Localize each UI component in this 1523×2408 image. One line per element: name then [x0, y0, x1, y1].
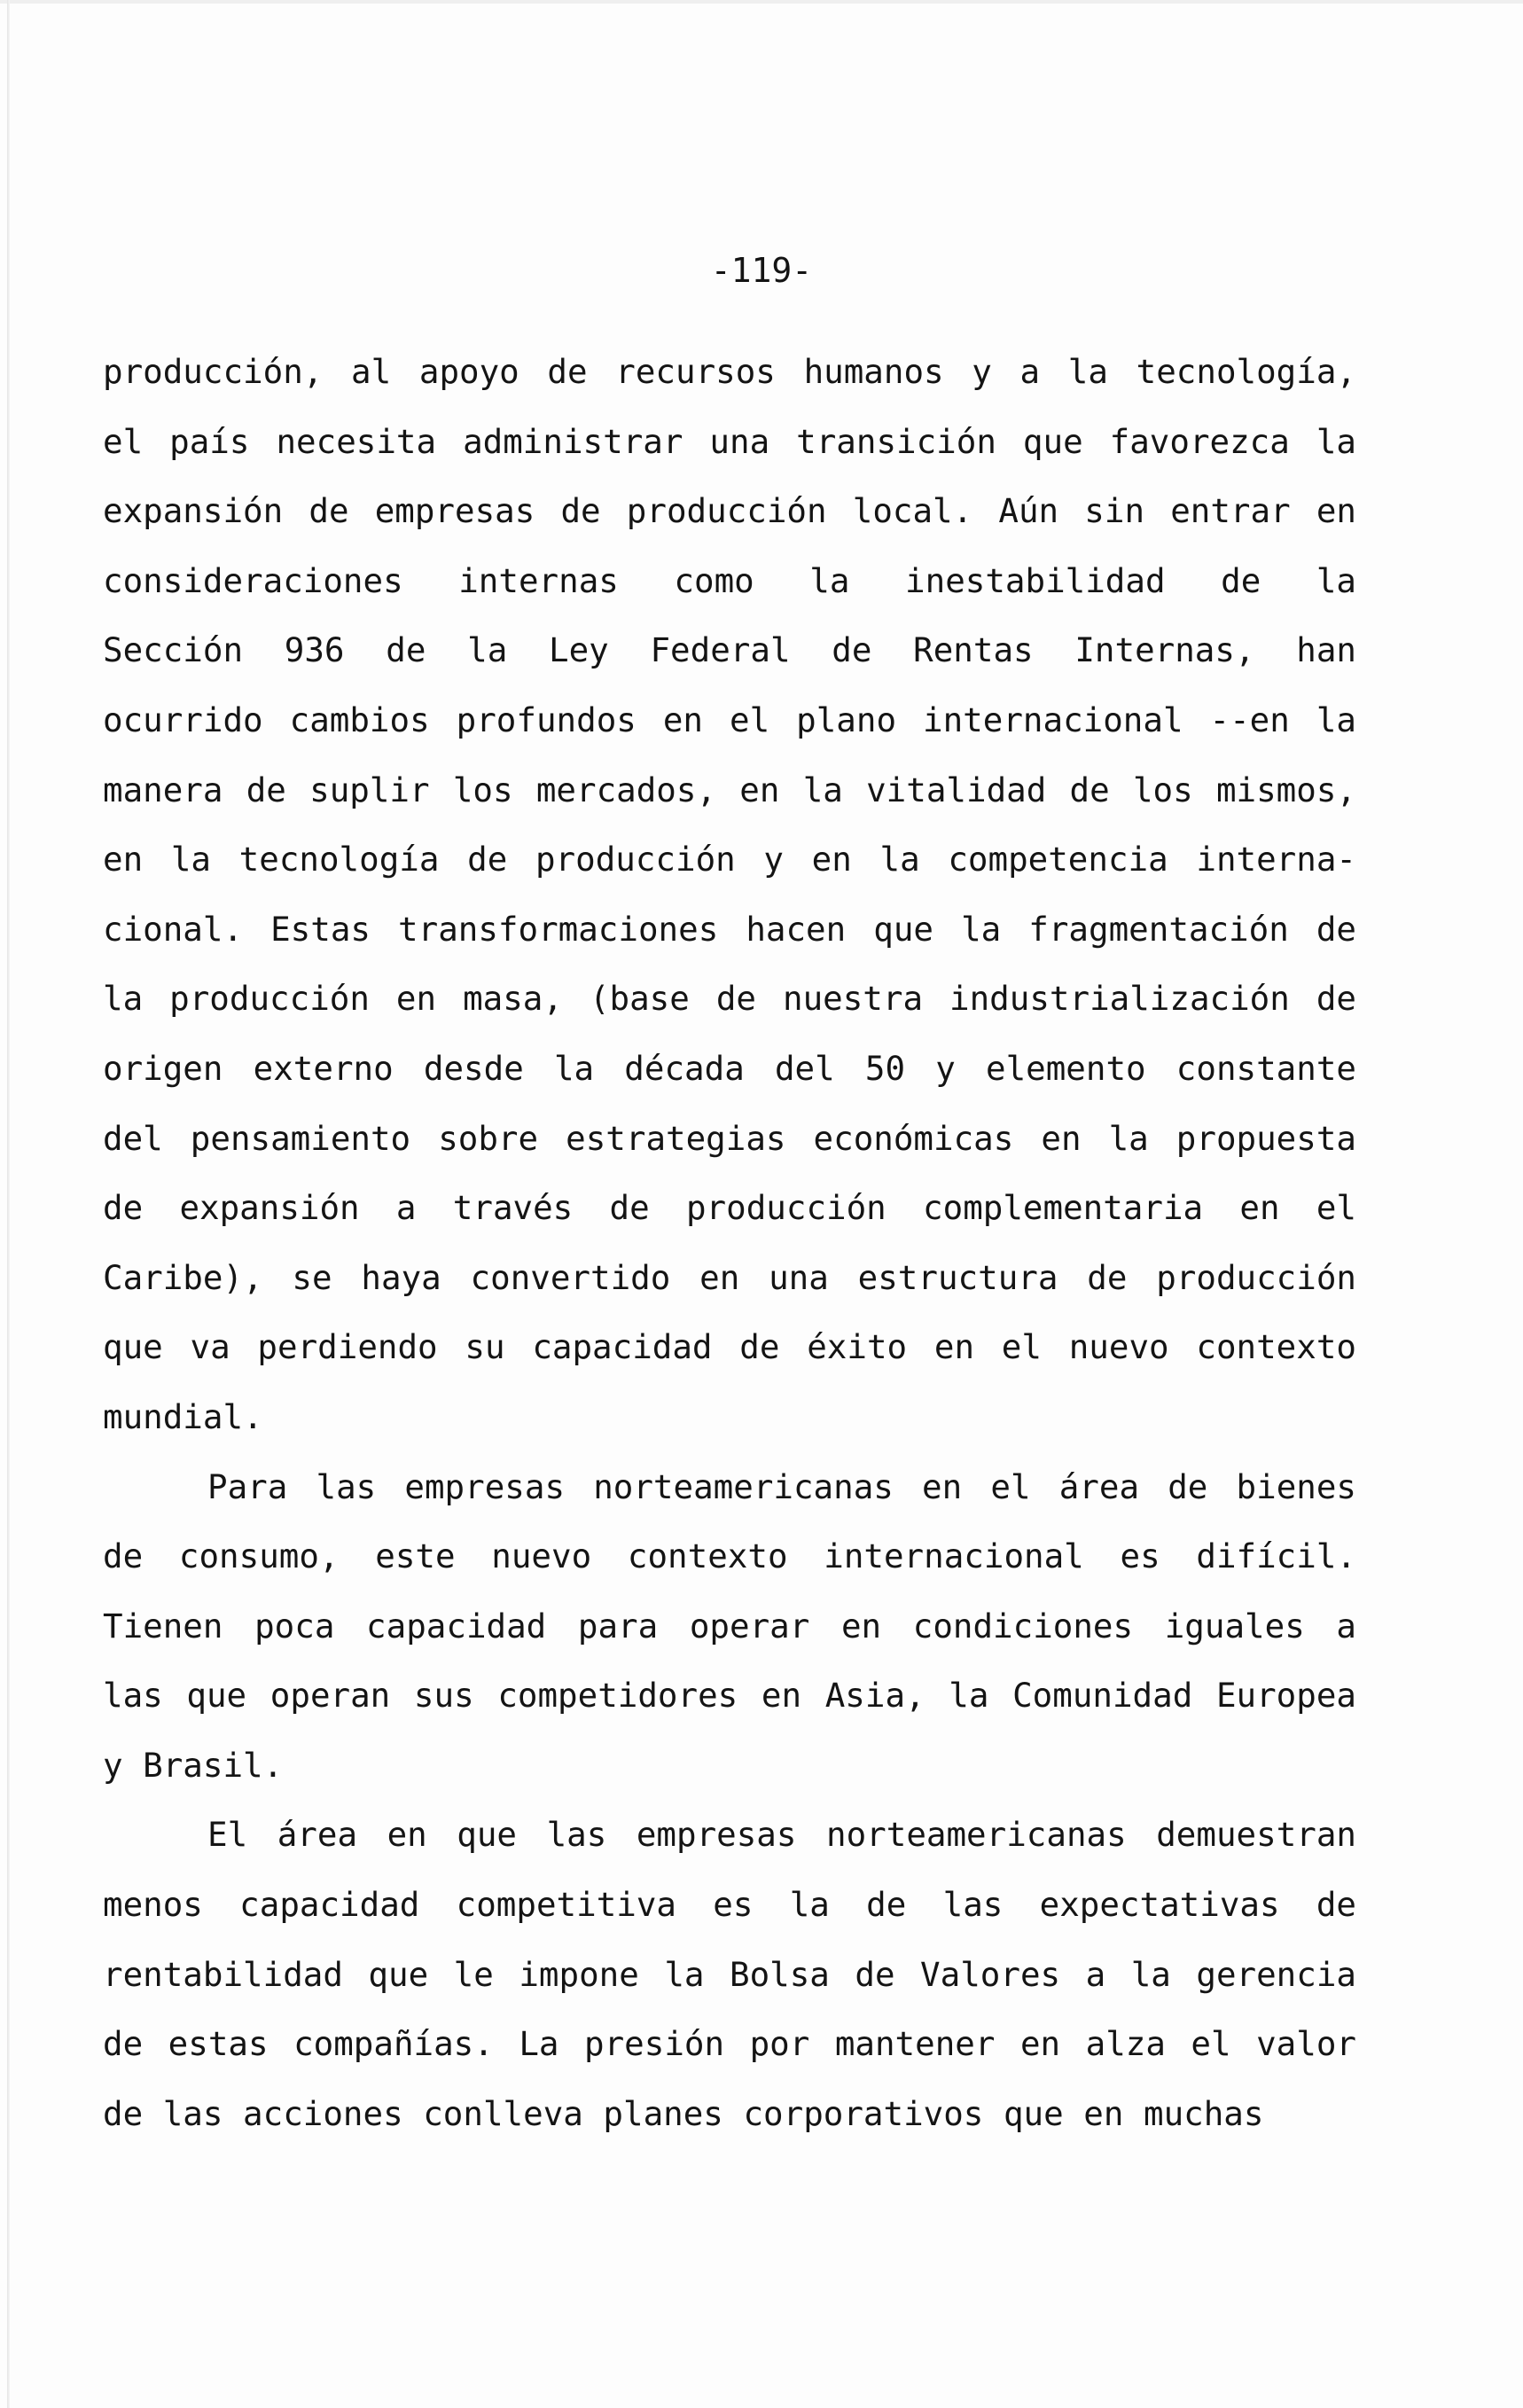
paragraph — [103, 1452, 1356, 1801]
text-line: Para las empresas norteamericanas en el área de bienes — [207, 1466, 1356, 1506]
text-line: del pensamiento sobre estrategias económicas en la propuesta — [103, 1118, 1356, 1158]
text-line: Sección 936 de la Ley Federal de Rentas Internas, han — [103, 630, 1356, 670]
text-line: rentabilidad que le impone la Bolsa de Valores a la gerencia — [103, 1954, 1356, 1994]
text-line: El área en que las empresas norteamericanas demuestran — [207, 1815, 1356, 1855]
document-body — [103, 337, 1356, 2148]
text-line: y Brasil. — [103, 1745, 284, 1785]
text-line: producción, al apoyo de recursos humanos y a la tecnología, — [103, 352, 1356, 391]
page-number-text: -119- — [710, 251, 813, 290]
text-line: cional. Estas transformaciones hacen que la fragmentación de — [103, 909, 1356, 949]
text-line: la producción en masa, (base de nuestra industrialización de — [103, 979, 1356, 1019]
text-line: origen externo desde la década del 50 y elemento constante — [103, 1048, 1356, 1088]
text-line: mundial. — [103, 1396, 263, 1436]
text-line: ocurrido cambios profundos en el plano internacional --en la — [103, 700, 1356, 739]
text-line: Caribe), se haya convertido en una estructura de producción — [103, 1257, 1356, 1297]
text-line: menos capacidad competitiva es la de las expectativas de — [103, 1885, 1356, 1925]
text-line: de consumo, este nuevo contexto internacional es difícil. — [103, 1536, 1356, 1576]
page-number — [0, 251, 1523, 290]
paragraph — [103, 1800, 1356, 2148]
scan-edge-top — [0, 0, 1523, 4]
scan-edge-left — [7, 0, 10, 2408]
paragraph — [103, 337, 1356, 1452]
text-line: el país necesita administrar una transición que favorezca la — [103, 421, 1356, 461]
text-line: que va perdiendo su capacidad de éxito en el nuevo contexto — [103, 1327, 1356, 1367]
text-line: de estas compañías. La presión por mantener en alza el valor — [103, 2024, 1356, 2064]
text-line: las que operan sus competidores en Asia, la Comunidad Europea — [103, 1676, 1356, 1716]
text-line: de las acciones conlleva planes corporativos que en muchas — [103, 2093, 1264, 2133]
text-line: en la tecnología de producción y en la competencia interna- — [103, 840, 1356, 880]
text-line: manera de suplir los mercados, en la vitalidad de los mismos, — [103, 770, 1356, 809]
text-line: consideraciones internas como la inestabilidad de la — [103, 560, 1356, 600]
text-line: de expansión a través de producción complementaria en el — [103, 1188, 1356, 1228]
text-line: expansión de empresas de producción local. Aún sin entrar en — [103, 491, 1356, 531]
text-line: Tienen poca capacidad para operar en condiciones iguales a — [103, 1606, 1356, 1646]
